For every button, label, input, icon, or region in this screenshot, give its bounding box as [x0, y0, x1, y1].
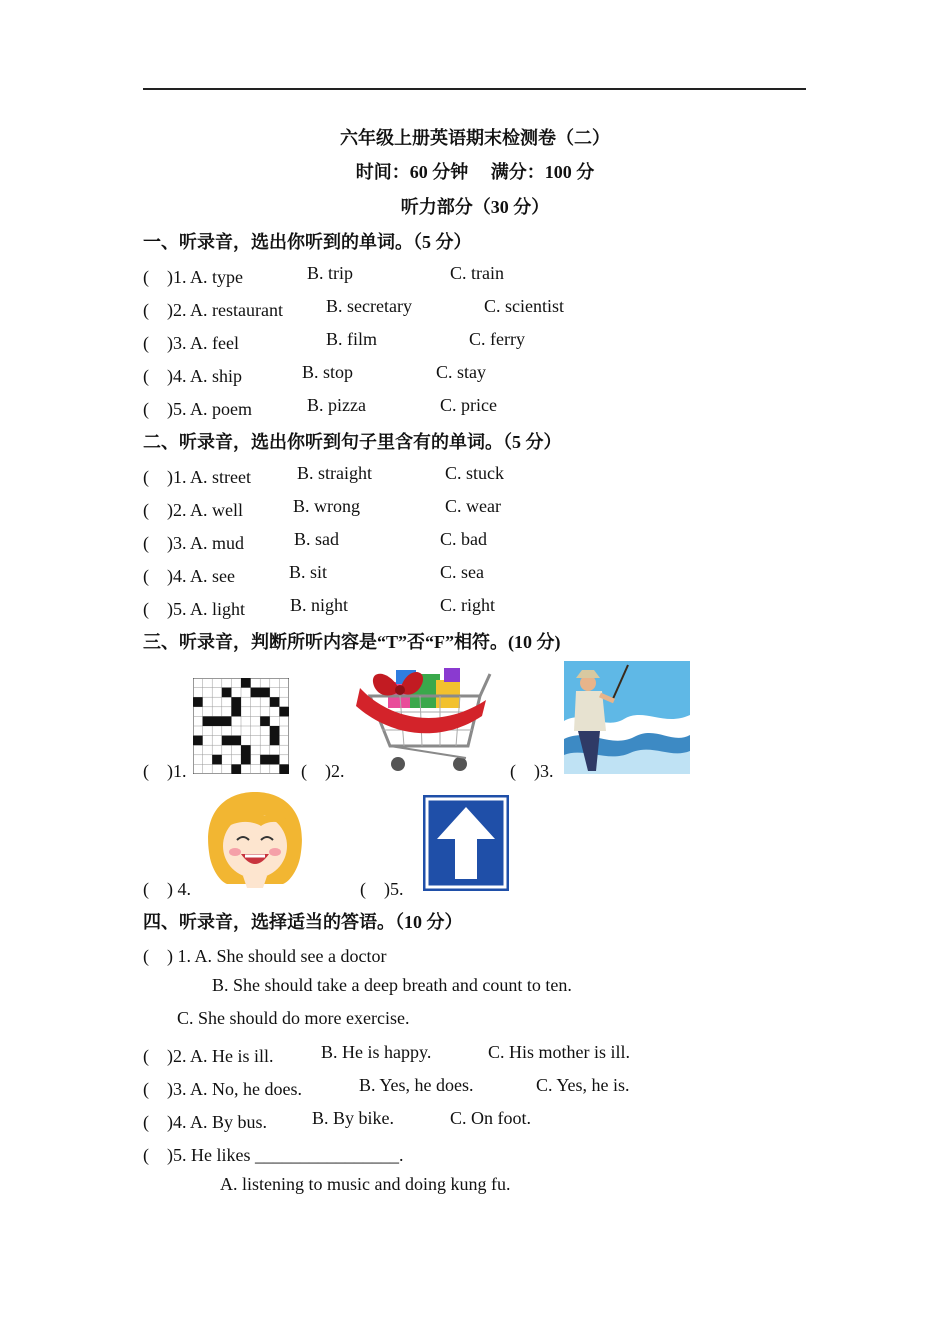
- part-title: 听力部分（30 分）: [400, 197, 550, 217]
- s4-q5-option-a: A. listening to music and doing kung fu.: [220, 1174, 511, 1194]
- s4-q1-option-c: C. She should do more exercise.: [177, 1008, 410, 1028]
- page-title: 六年级上册英语期末检测卷（二）: [340, 128, 610, 148]
- s2-row-4-a: ( )4. A. see: [143, 566, 235, 586]
- s3-item-5-label: ( )5.: [360, 879, 404, 899]
- s2-row-1-a: ( )1. A. street: [143, 467, 251, 487]
- s3-item-4-label: ( ) 4.: [143, 879, 191, 899]
- s1-row-2-c: C. scientist: [484, 296, 564, 316]
- s2-row-1-b: B. straight: [297, 463, 372, 483]
- s2-row-1-c: C. stuck: [445, 463, 505, 483]
- s2-row-3-b: B. sad: [294, 529, 339, 549]
- go-straight-sign-icon: [423, 795, 509, 891]
- s4-row-2-c: C. His mother is ill.: [488, 1042, 631, 1062]
- s1-row-5-a: ( )5. A. poem: [143, 399, 252, 419]
- section3-heading: 三、听录音，判断所听内容是“T”否“F”相符。(10 分): [143, 632, 561, 652]
- s4-row-4-a: ( )4. A. By bus.: [143, 1112, 268, 1132]
- s1-row-3-c: C. ferry: [469, 329, 525, 349]
- s4-row-4-b: B. By bike.: [312, 1108, 395, 1128]
- section2-heading: 二、听录音，选出你听到句子里含有的单词。（5 分）: [143, 432, 562, 452]
- section4-heading: 四、听录音，选择适当的答语。（10 分）: [143, 912, 463, 932]
- s2-row-4-b: B. sit: [289, 562, 328, 582]
- s1-row-2-a: ( )2. A. restaurant: [143, 300, 283, 320]
- s1-row-2-b: B. secretary: [326, 296, 412, 316]
- s4-row-2-a: ( )2. A. He is ill.: [143, 1046, 274, 1066]
- s1-row-1-b: B. trip: [307, 263, 354, 283]
- s2-row-2-a: ( )2. A. well: [143, 500, 243, 520]
- s3-item-2-label: ( )2.: [301, 761, 345, 781]
- s3-item-3-label: ( )3.: [510, 761, 554, 781]
- s2-row-2-c: C. wear: [445, 496, 501, 516]
- top-rule: [143, 88, 806, 90]
- s1-row-4-c: C. stay: [436, 362, 487, 382]
- fisherman-icon: [564, 661, 690, 774]
- s2-row-3-c: C. bad: [440, 529, 487, 549]
- s2-row-4-c: C. sea: [440, 562, 484, 582]
- s1-row-1-a: ( )1. A. type: [143, 267, 243, 287]
- s1-row-5-c: C. price: [440, 395, 497, 415]
- s1-row-4-a: ( )4. A. ship: [143, 366, 242, 386]
- s4-row-4-c: C. On foot.: [450, 1108, 531, 1128]
- section1-heading: 一、听录音，选出你听到的单词。（5 分）: [143, 232, 472, 252]
- shopping-cart-gifts-icon: [350, 660, 496, 776]
- s2-row-5-a: ( )5. A. light: [143, 599, 245, 619]
- s4-row-3-a: ( )3. A. No, he does.: [143, 1079, 302, 1099]
- s4-row-3-c: C. Yes, he is.: [536, 1075, 630, 1095]
- s1-row-5-b: B. pizza: [307, 395, 366, 415]
- crossword-puzzle-icon: [193, 678, 289, 774]
- s2-row-5-c: C. right: [440, 595, 496, 615]
- s1-row-1-c: C. train: [450, 263, 504, 283]
- s4-row-2-b: B. He is happy.: [321, 1042, 432, 1062]
- s4-row-3-b: B. Yes, he does.: [359, 1075, 474, 1095]
- s3-item-1-label: ( )1.: [143, 761, 187, 781]
- s1-row-3-b: B. film: [326, 329, 378, 349]
- s4-q1: ( ) 1. A. She should see a doctor: [143, 946, 387, 966]
- s2-row-5-b: B. night: [290, 595, 349, 615]
- smiling-girl-icon: [203, 790, 307, 890]
- s4-q1-option-b: B. She should take a deep breath and count to ten.: [212, 975, 572, 995]
- s1-row-4-b: B. stop: [302, 362, 354, 382]
- s2-row-3-a: ( )3. A. mud: [143, 533, 244, 553]
- exam-meta: 时间：60 分钟 满分：100 分: [355, 162, 595, 182]
- s2-row-2-b: B. wrong: [293, 496, 360, 516]
- s4-q5: ( )5. He likes ________________.: [143, 1145, 404, 1165]
- s1-row-3-a: ( )3. A. feel: [143, 333, 239, 353]
